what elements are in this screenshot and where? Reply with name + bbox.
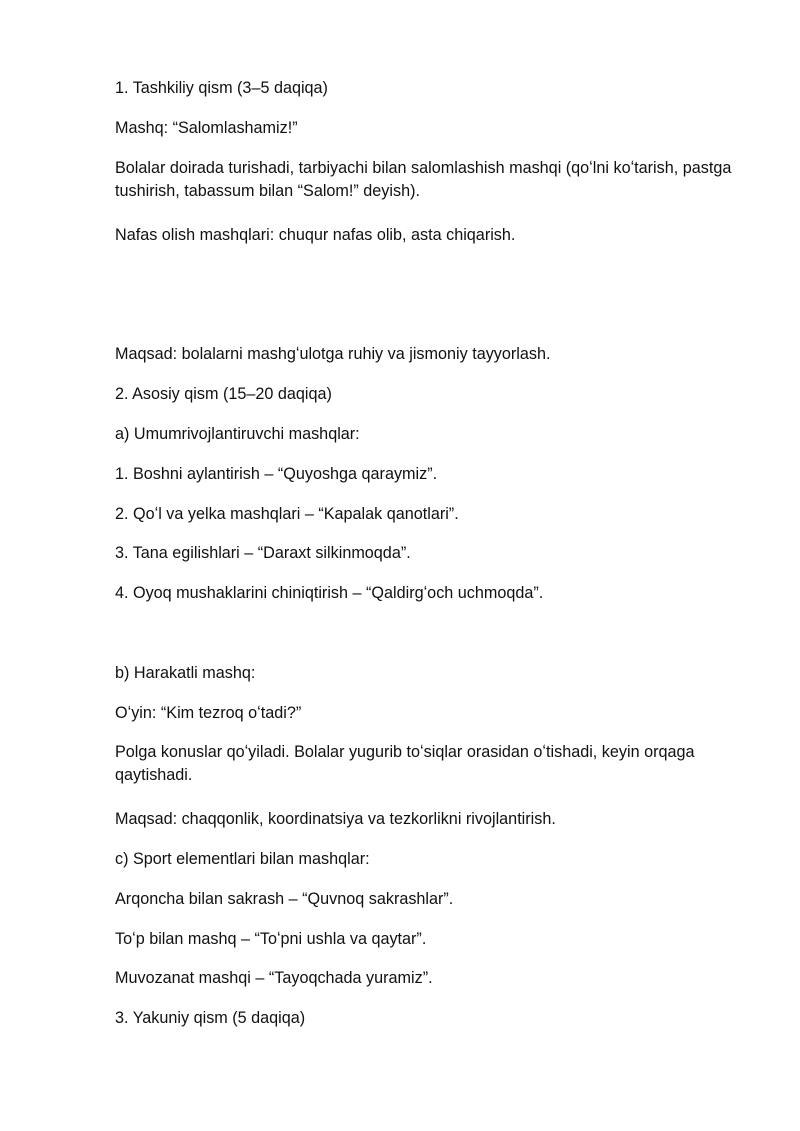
list-item: Toʻp bilan mashq – “Toʻpni ushla va qaytar”.	[115, 930, 427, 948]
subheading-active-exercise: b) Harakatli mashq:	[115, 664, 256, 682]
subheading-sport-elements: c) Sport elementlari bilan mashqlar:	[115, 850, 370, 868]
list-item: 4. Oyoq mushaklarini chiniqtirish – “Qaldirgʻoch uchmoqda”.	[115, 584, 544, 602]
section-heading-organizational: 1. Tashkiliy qism (3–5 daqiqa)	[115, 79, 328, 97]
list-item: 2. Qoʻl va yelka mashqlari – “Kapalak qanotlari”.	[115, 505, 459, 523]
section-heading-final: 3. Yakuniy qism (5 daqiqa)	[115, 1009, 306, 1027]
paragraph-breathing: Nafas olish mashqlari: chuqur nafas olib, asta chiqarish.	[115, 226, 516, 244]
paragraph-game-description: Polga konuslar qoʻyiladi. Bolalar yugurib toʻsiqlar orasidan oʻtishadi, keyin orqaga qaytishadi.	[115, 743, 695, 784]
game-title: Oʻyin: “Kim tezroq oʻtadi?”	[115, 704, 302, 722]
list-item: 1. Boshni aylantirish – “Quyoshga qaraymiz”.	[115, 465, 438, 483]
list-item: Muvozanat mashqi – “Tayoqchada yuramiz”.	[115, 969, 433, 987]
subheading-general-exercises: a) Umumrivojlantiruvchi mashqlar:	[115, 425, 360, 443]
list-item: Arqoncha bilan sakrash – “Quvnoq sakrashlar”.	[115, 890, 454, 908]
list-item: 3. Tana egilishlari – “Daraxt silkinmoqda”.	[115, 544, 411, 562]
paragraph-greeting-description: Bolalar doirada turishadi, tarbiyachi bilan salomlashish mashqi (qoʻlni koʻtarish, pastga tushirish, tabassum bilan “Salom!” deyish).	[115, 159, 732, 200]
paragraph-goal-agility: Maqsad: chaqqonlik, koordinatsiya va tezkorlikni rivojlantirish.	[115, 810, 556, 828]
exercise-title-greeting: Mashq: “Salomlashamiz!”	[115, 119, 298, 137]
paragraph-goal-preparation: Maqsad: bolalarni mashgʻulotga ruhiy va jismoniy tayyorlash.	[115, 345, 551, 363]
section-heading-main: 2. Asosiy qism (15–20 daqiqa)	[115, 385, 332, 403]
